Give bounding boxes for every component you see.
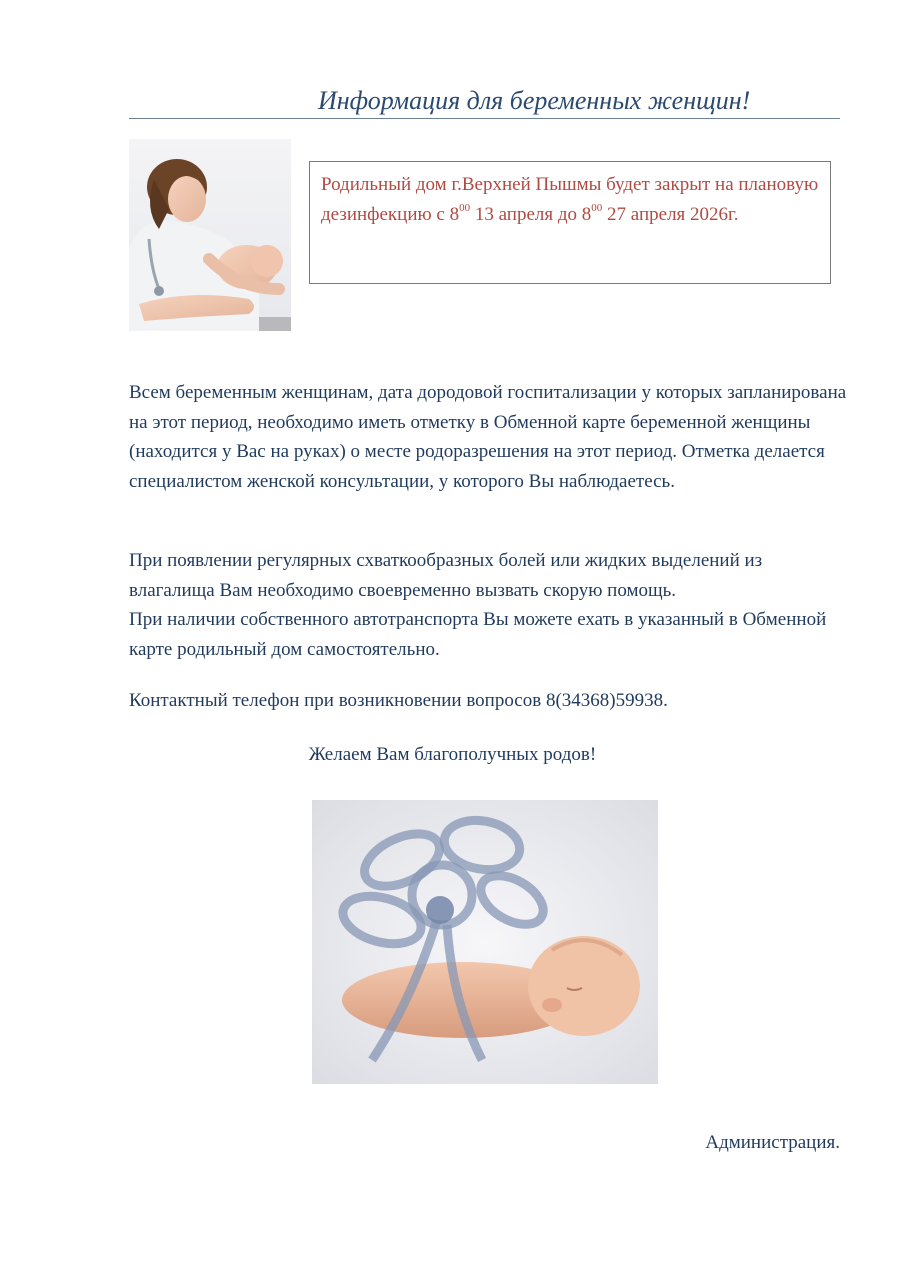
notice-text-part2: 13 апреля до 8 bbox=[470, 204, 592, 225]
notice-time-superscript-1: 00 bbox=[459, 202, 471, 214]
paragraph-own-transport: При наличии собственного автотранспорта Вы можете ехать в указанный в Обменной карте родильный дом самостоятельно. bbox=[129, 609, 827, 660]
paragraph-instructions bbox=[129, 546, 849, 664]
nurse-with-baby-photo bbox=[129, 139, 291, 331]
signature-administration: Администрация. bbox=[705, 1132, 840, 1153]
contact-phone: Контактный телефон при возникновении вопросов 8(34368)59938. bbox=[129, 690, 668, 711]
closure-notice bbox=[309, 161, 831, 284]
sleeping-baby-with-bow-photo bbox=[312, 800, 658, 1084]
notice-text-part3: 27 апреля 2026г. bbox=[602, 204, 739, 225]
notice-text-part1: Родильный дом г.Верхней Пышмы будет закрыт на плановую дезинфекцию с 8 bbox=[321, 174, 819, 225]
title-divider bbox=[129, 118, 840, 119]
paragraph-ambulance: При появлении регулярных схваткообразных болей или жидких выделений из влагалища Вам необходимо своевременно вызвать скорую помощь. bbox=[129, 550, 763, 601]
notice-time-superscript-2: 00 bbox=[591, 202, 603, 214]
page-title: Информация для беременных женщин! bbox=[318, 86, 751, 115]
wish-text: Желаем Вам благополучных родов! bbox=[308, 744, 597, 765]
paragraph-hospitalization: Всем беременным женщинам, дата дородовой госпитализации у которых запланирована на этот период, необходимо иметь отметку в Обменной карте беременной женщины (находится у Вас на руках) о месте родоразрешения на этот период. Отметка делается специалистом женской консультации, у которого Вы наблюдаетесь. bbox=[129, 382, 847, 492]
